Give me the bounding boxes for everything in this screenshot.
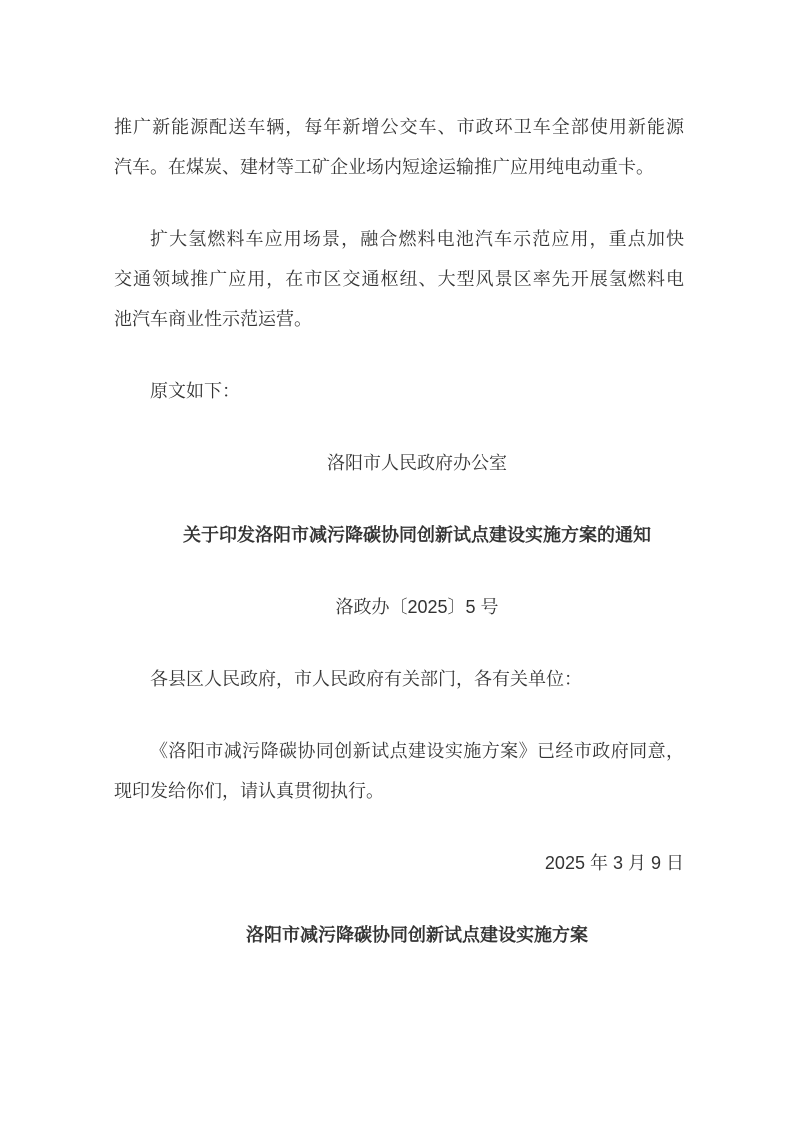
paragraph-line: 现印发给你们，请认真贯彻执行。 [114,781,384,801]
original-text-label [114,371,684,411]
paragraph-line: 交通领域推广应用，在市区交通枢纽、大型风景区率先开展氢燃料电 [114,269,684,289]
notice-title [114,515,684,555]
notice-title-text: 关于印发洛阳市减污降碳协同创新试点建设实施方案的通知 [183,525,651,545]
issuing-office [114,443,684,483]
body-paragraph-continued [114,107,684,187]
paragraph-line: 《洛阳市减污降碳协同创新试点建设实施方案》已经市政府同意， [150,741,684,761]
paragraph-line: 原文如下： [150,381,240,401]
date-text: 2025 年 3 月 9 日 [544,853,684,873]
paragraph-line: 池汽车商业性示范运营。 [114,309,312,329]
office-name: 洛阳市人民政府办公室 [327,453,507,473]
paragraph-line: 汽车。在煤炭、建材等工矿企业场内短途运输推广应用纯电动重卡。 [114,157,654,177]
date-line [114,843,684,883]
document-number [114,587,684,627]
body-paragraph-issuance [114,731,684,811]
paragraph-line: 各县区人民政府，市人民政府有关部门，各有关单位： [150,669,582,689]
plan-title-text: 洛阳市减污降碳协同创新试点建设实施方案 [246,925,588,945]
salutation [114,659,684,699]
plan-title [114,915,684,955]
paragraph-line: 扩大氢燃料车应用场景，融合燃料电池汽车示范应用，重点加快 [150,229,684,249]
paragraph-line: 推广新能源配送车辆，每年新增公交车、市政环卫车全部使用新能源 [114,117,684,137]
document-number-text: 洛政办〔2025〕5 号 [335,597,499,617]
body-paragraph-hydrogen [114,219,684,339]
